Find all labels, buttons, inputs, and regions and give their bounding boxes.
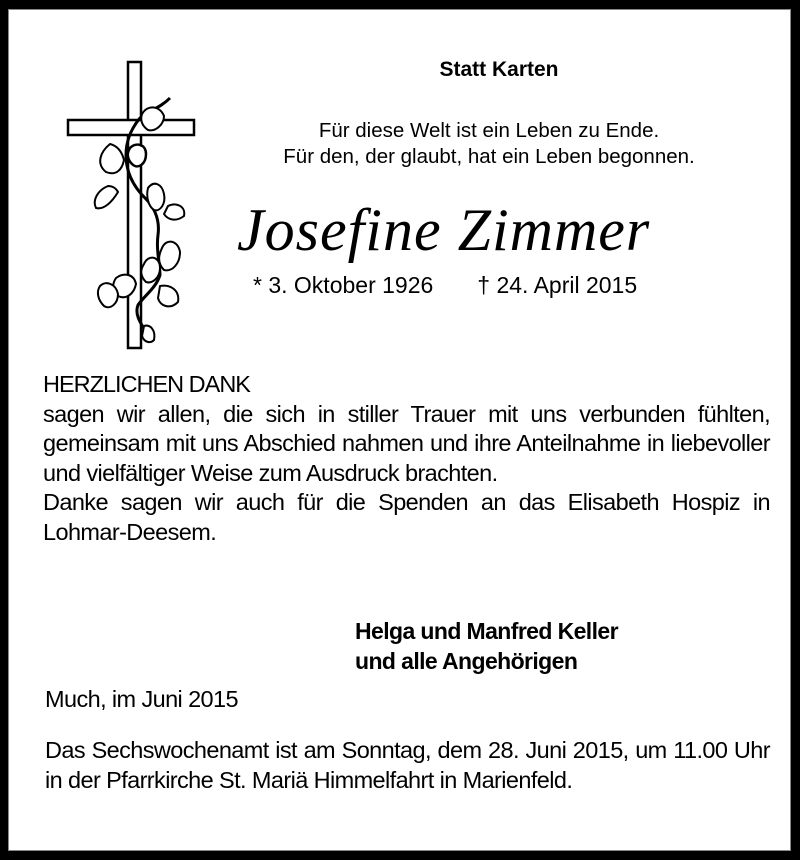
signers bbox=[355, 616, 618, 676]
mass-announcement bbox=[45, 736, 770, 795]
cross-with-vine-icon bbox=[60, 60, 200, 352]
verse bbox=[229, 118, 749, 170]
birth-date: * 3. Oktober 1926 bbox=[253, 272, 434, 298]
signer-line-2: und alle Angehörigen bbox=[355, 648, 578, 674]
mass-text: Das Sechswochenamt ist am Sonntag, dem 28. Juni 2015, um 11.00 Uhr in der Pfarrkirche St. Mariä Himmelfahrt in Marienfeld. bbox=[45, 737, 770, 793]
thanks-section bbox=[43, 370, 770, 547]
death-date: † 24. April 2015 bbox=[477, 272, 638, 298]
thanks-heading: HERZLICHEN DANK bbox=[43, 371, 250, 397]
place-date: Much, im Juni 2015 bbox=[45, 686, 238, 712]
header-statt-karten: Statt Karten bbox=[439, 58, 559, 81]
life-dates bbox=[253, 272, 637, 299]
obituary-notice bbox=[9, 10, 790, 850]
verse-line-1: Für diese Welt ist ein Leben zu Ende. bbox=[318, 119, 660, 142]
thanks-paragraph-2: Danke sagen wir auch für die Spenden an das Elisabeth Hospiz in Lohmar-Deesem. bbox=[43, 489, 770, 545]
verse-line-2: Für den, der glaubt, hat ein Leben begonnen. bbox=[283, 145, 695, 168]
deceased-name: Josefine Zimmer bbox=[237, 197, 651, 263]
thanks-paragraph-1: sagen wir allen, die sich in stiller Trauer mit uns verbunden fühlten, gemeinsam mit uns Abschied nahmen und ihre Anteilnahme in liebevoller und vielfältiger Weise zum Ausdruck brachten. bbox=[43, 400, 770, 486]
signer-line-1: Helga und Manfred Keller bbox=[355, 618, 618, 644]
